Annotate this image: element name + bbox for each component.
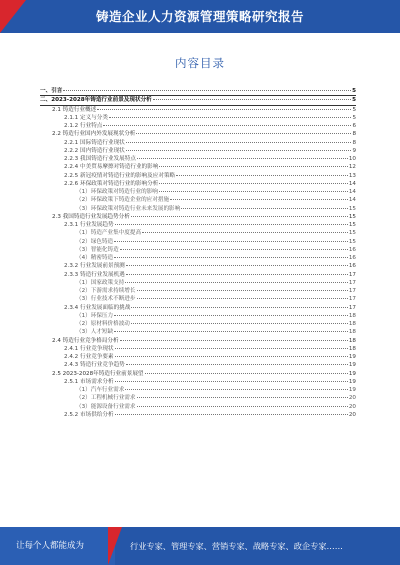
toc-entry-title: 2.1 铸造行业概述 [52, 106, 97, 113]
toc-entry-page: 17 [348, 271, 356, 278]
toc-entry[interactable] [40, 106, 356, 114]
toc-entry-title: （2）工程机械行业需求 [76, 395, 136, 402]
toc-entry[interactable] [40, 312, 356, 320]
toc-entry[interactable] [40, 337, 356, 345]
toc-entry-title: 2.3 我国铸造行业发展趋势分析 [52, 213, 130, 220]
toc-entry-page: 14 [348, 180, 356, 187]
toc-entry-page: 18 [348, 329, 356, 336]
toc-entry-page: 20 [348, 395, 356, 402]
toc-entry-title: 二、2023-2028年铸造行业前景及现状分析 [40, 97, 152, 104]
toc-dot-leader [97, 109, 351, 110]
toc-entry-title: （3）智能化铸造 [76, 246, 119, 253]
toc-dot-leader [115, 356, 348, 357]
toc-dot-leader [126, 142, 352, 143]
toc-entry[interactable] [40, 403, 356, 411]
toc-entry-title: （3）行业技术不断进步 [76, 296, 136, 303]
toc-entry-title: （2）环保政策下铸造企业的应对措施 [76, 197, 170, 204]
toc-entry-title: 2.5.2 市场供给分析 [64, 411, 114, 418]
toc-dot-leader [120, 340, 348, 341]
toc-entry-title: （1）汽车行业需求 [76, 387, 125, 393]
toc-entry[interactable] [40, 205, 356, 213]
toc-entry-title: 2.2.2 国内铸造行业现状 [64, 147, 125, 154]
toc-dot-leader [159, 166, 348, 167]
toc-dot-leader [136, 133, 351, 134]
toc-entry[interactable] [40, 254, 356, 262]
toc-entry[interactable] [40, 188, 356, 196]
page-footer [0, 527, 400, 565]
toc-entry-page: 9 [352, 147, 356, 154]
toc-entry-page: 19 [348, 387, 356, 393]
toc-entry-title: （3）能源设备行业需求 [76, 403, 136, 410]
toc-entry-title: 2.2 铸造行业国内外发展现状分析 [52, 131, 136, 138]
toc-entry[interactable] [40, 155, 356, 163]
toc-entry-title: 2.4.2 行业竞争要素 [64, 354, 114, 360]
toc-entry-title: 2.1.2 行业特点 [64, 123, 103, 129]
toc-entry-title: 2.3.1 行业发展趋势 [64, 222, 114, 228]
toc-entry-page: 18 [348, 345, 356, 352]
toc-entry[interactable] [40, 122, 356, 130]
toc-entry-page: 19 [348, 354, 356, 360]
toc-entry-title: （1）铸造产业集中度提高 [76, 230, 142, 237]
toc-dot-leader [159, 183, 348, 184]
toc-entry-page: 18 [348, 321, 356, 327]
toc-dot-leader [153, 99, 351, 100]
toc-entry-page: 17 [348, 304, 356, 311]
toc-entry[interactable] [40, 353, 356, 361]
toc-dot-leader [114, 315, 348, 316]
toc-dot-leader [63, 90, 351, 91]
toc-entry[interactable] [40, 345, 356, 353]
toc-entry[interactable] [40, 370, 356, 378]
toc-entry-title: （4）精密铸造 [76, 255, 114, 261]
toc-dot-leader [126, 150, 352, 151]
toc-entry-title: 2.2.1 国际铸造行业现状 [64, 139, 125, 146]
toc-entry-page: 17 [348, 296, 356, 303]
toc-entry[interactable] [40, 172, 356, 180]
footer-red-accent [108, 527, 122, 565]
toc-entry[interactable] [40, 180, 356, 188]
toc-entry-title: （2）绿色铸造 [76, 238, 114, 245]
toc-entry-title: 2.3.4 行业发展面临的挑战 [64, 304, 131, 311]
toc-entry-title: 2.3.2 行业发展前景预测 [64, 263, 125, 270]
toc-entry-page: 19 [348, 378, 356, 385]
toc-entry[interactable] [40, 295, 356, 303]
toc-dot-leader [137, 298, 348, 299]
toc-entry-title: 2.2.6 环保政策对铸造行业的影响分析 [64, 180, 159, 187]
toc-entry-title: （2）原材料价格波动 [76, 321, 130, 327]
toc-dot-leader [125, 389, 348, 390]
toc-entry-page: 8 [352, 139, 356, 146]
toc-entry[interactable] [40, 238, 356, 246]
toc-entry-page: 14 [348, 197, 356, 204]
toc-entry-title: （1）环保压力 [76, 312, 114, 319]
toc-entry-title: 2.1.1 定义与分类 [64, 114, 108, 121]
toc-entry[interactable] [40, 394, 356, 402]
toc-entry-page: 12 [348, 164, 356, 171]
toc-entry-page: 19 [348, 362, 356, 369]
toc-entry-page: 18 [348, 312, 356, 319]
toc-dot-leader [137, 290, 348, 291]
toc-entry-page: 5 [352, 106, 356, 113]
toc-dot-leader [115, 381, 348, 382]
toc-entry-page: 14 [348, 189, 356, 195]
toc-dot-leader [131, 307, 348, 308]
toc-entry[interactable] [40, 411, 356, 419]
toc-dot-leader [120, 249, 348, 250]
toc-entry[interactable] [40, 213, 356, 221]
toc-entry-title: 2.2.5 新冠疫情对铸造行业的影响及应对策略 [64, 172, 176, 179]
toc-entry[interactable] [40, 279, 356, 287]
toc-entry-page: 15 [348, 238, 356, 245]
toc-entry[interactable] [40, 246, 356, 254]
toc-entry-page: 18 [348, 337, 356, 344]
toc-entry[interactable] [40, 163, 356, 171]
toc-entry-title: （2）下游需求持续增长 [76, 288, 136, 294]
toc-entry[interactable] [40, 304, 356, 312]
page-header [0, 0, 400, 33]
toc-entry-page: 20 [348, 411, 356, 418]
toc-dot-leader [181, 208, 348, 209]
toc-dot-leader [176, 175, 348, 176]
toc-entry[interactable] [40, 386, 356, 394]
toc-heading: 内容目录 [175, 56, 225, 70]
toc-entry-page: 16 [348, 263, 356, 270]
toc-entry[interactable] [40, 96, 356, 105]
toc-dot-leader [114, 331, 348, 332]
toc-entry[interactable] [40, 361, 356, 369]
toc-dot-leader [137, 397, 348, 398]
toc-entry[interactable] [40, 196, 356, 204]
toc-dot-leader [126, 364, 348, 365]
toc-entry-page: 5 [352, 97, 356, 104]
toc-entry-title: （3）人才短缺 [76, 329, 114, 336]
toc-dot-leader [131, 216, 348, 217]
toc-dot-leader [170, 199, 348, 200]
footer-slogan-left: 让每个人都能成为 [16, 541, 85, 551]
toc-entry-page: 17 [348, 279, 356, 286]
toc-dot-leader [114, 257, 348, 258]
toc-entry-title: 2.5.1 市场需求分析 [64, 378, 114, 385]
toc-entry[interactable] [40, 287, 356, 295]
toc-entry-page: 15 [348, 222, 356, 228]
toc-entry-page: 15 [348, 205, 356, 212]
toc-entry[interactable] [40, 320, 356, 328]
toc-dot-leader [145, 373, 348, 374]
toc-entry-title: 2.4.3 铸造行业竞争趋势 [64, 362, 125, 369]
toc-entry-title: 2.3.3 铸造行业发展机遇 [64, 271, 125, 278]
toc-dot-leader [103, 125, 351, 126]
toc-entry[interactable] [40, 130, 356, 138]
toc-entry[interactable] [40, 378, 356, 386]
toc-entry[interactable] [40, 271, 356, 279]
toc-dot-leader [109, 117, 351, 118]
toc-entry-page: 17 [348, 288, 356, 294]
toc-entry-title: （1）环保政策对铸造行业的影响 [76, 189, 158, 195]
toc-entry-page: 15 [348, 213, 356, 220]
toc-entry[interactable] [40, 114, 356, 122]
toc-entry-page: 10 [348, 156, 356, 162]
toc-dot-leader [125, 282, 348, 283]
toc-dot-leader [114, 241, 348, 242]
toc-entry-title: 2.2.3 我国铸造行业发展特点 [64, 156, 136, 162]
toc-entry-page: 6 [352, 123, 356, 129]
report-title: 铸造企业人力资源管理策略研究报告 [95, 9, 304, 24]
toc-entry[interactable] [40, 87, 356, 96]
toc-entry[interactable] [40, 262, 356, 270]
toc-dot-leader [115, 348, 348, 349]
toc-entry[interactable] [40, 328, 356, 336]
toc-entry[interactable] [40, 221, 356, 229]
footer-slogan-right: 行业专家、管理专家、营销专家、战略专家、政企专家…… [130, 541, 343, 551]
toc-entry-page: 13 [348, 172, 356, 179]
toc-entry-page: 5 [352, 114, 356, 121]
toc-entry-page: 16 [348, 246, 356, 253]
toc-entry-page: 19 [348, 370, 356, 377]
toc-entry-page: 8 [352, 131, 356, 138]
toc-entry[interactable] [40, 229, 356, 237]
toc-entry[interactable] [40, 147, 356, 155]
toc-dot-leader [159, 191, 348, 192]
toc-dot-leader [142, 232, 348, 233]
toc-entry-title: 2.5 2023-2028年铸造行业前景展望 [52, 370, 144, 377]
toc-dot-leader [131, 323, 348, 324]
toc-entry-page: 20 [348, 403, 356, 410]
toc-entry-title: 2.4.1 行业竞争现状 [64, 345, 114, 352]
toc-entry-title: （1）国家政策支持 [76, 279, 125, 286]
toc-entry-page: 15 [348, 230, 356, 237]
toc-entry-title: 一、引言 [40, 88, 63, 94]
toc-dot-leader [137, 158, 348, 159]
toc-dot-leader [126, 274, 348, 275]
toc-dot-leader [115, 224, 348, 225]
toc-entry-title: （3）环保政策对铸造行业未来发展的影响 [76, 205, 181, 212]
toc-dot-leader [137, 406, 348, 407]
toc-dot-leader [115, 414, 348, 415]
toc-entry[interactable] [40, 139, 356, 147]
toc-entry-page: 16 [348, 255, 356, 261]
toc-dot-leader [126, 265, 348, 266]
table-of-contents [40, 87, 356, 419]
toc-entry-page: 5 [352, 88, 356, 94]
toc-entry-title: 2.4 铸造行业竞争格局分析 [52, 337, 119, 344]
toc-entry-title: 2.2.4 中美贸易摩擦对铸造行业的影响 [64, 164, 159, 171]
